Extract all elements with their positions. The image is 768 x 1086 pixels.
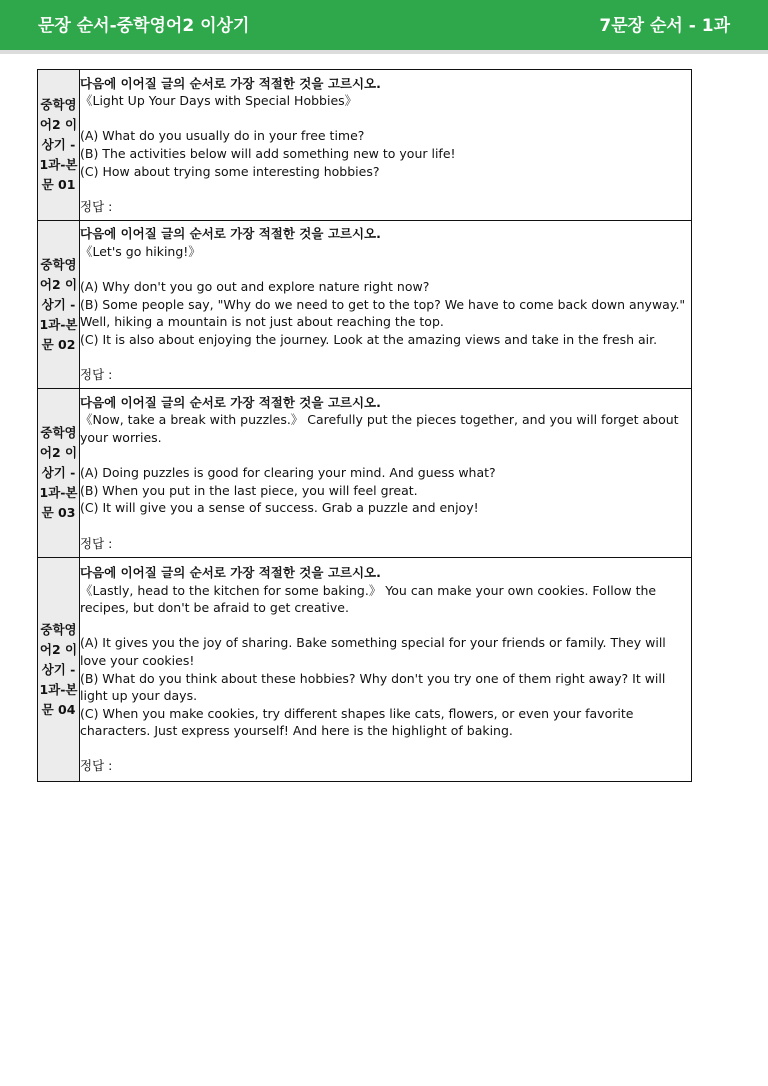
option-a-03: (A) Doing puzzles is good for clearing your mind. And guess what? <box>80 465 496 481</box>
question-content-01 <box>80 70 692 221</box>
question-prompt-04: 다음에 이어질 글의 순서로 가장 적절한 것을 고르시오. <box>80 564 381 580</box>
header-subtitle: 7문장 순서 - 1과 <box>599 16 730 36</box>
option-b-02: (B) Some people say, "Why do we need to get to the top? We have to come back down anyway." Well, hiking a mountain is not just about reaching the top. <box>80 296 686 330</box>
question-row-02 <box>38 221 692 389</box>
question-table <box>37 69 692 782</box>
option-b-01: (B) The activities below will add something new to your life! <box>80 146 456 161</box>
answer-field-03[interactable]: 정답 : <box>80 535 113 551</box>
question-content-03 <box>80 389 692 558</box>
question-label-03: 중학영어2 이상기 - 1과-본문 03 <box>38 389 80 558</box>
question-label-04: 중학영어2 이상기 - 1과-본문 04 <box>38 558 80 782</box>
option-c-04: (C) When you make cookies, try different shapes like cats, flowers, or even your favorite characters. Just express yourself! And here is the highlight of baking. <box>80 705 634 739</box>
answer-field-01[interactable]: 정답 : <box>80 198 113 214</box>
question-label-01: 중학영어2 이상기 - 1과-본문 01 <box>38 70 80 221</box>
question-row-03 <box>38 389 692 558</box>
option-a-01: (A) What do you usually do in your free time? <box>80 128 365 144</box>
option-a-04: (A) It gives you the joy of sharing. Bake something special for your friends or family. They will love your cookies! <box>80 635 666 668</box>
question-lead-02: 《Let's go hiking!》 <box>80 243 201 259</box>
option-c-01: (C) How about trying some interesting hobbies? <box>80 163 380 179</box>
question-lead-01: 《Light Up Your Days with Special Hobbies》 <box>80 93 358 109</box>
option-c-03: (C) It will give you a sense of success. Grab a puzzle and enjoy! <box>80 500 479 516</box>
option-c-02: (C) It is also about enjoying the journey. Look at the amazing views and take in the fresh air. <box>80 331 658 347</box>
option-a-02: (A) Why don't you go out and explore nature right now? <box>80 279 430 295</box>
question-content-04 <box>80 558 692 782</box>
answer-field-04[interactable]: 정답 : <box>80 758 113 774</box>
question-content-02 <box>80 221 692 389</box>
question-row-01 <box>38 70 692 221</box>
option-b-04: (B) What do you think about these hobbies? Why don't you try one of them right away? It will light up your days. <box>80 670 666 704</box>
question-lead-04: 《Lastly, head to the kitchen for some baking.》 You can make your own cookies. Follow the recipes, but don't be afraid to get creative. <box>80 582 657 616</box>
question-lead-03: 《Now, take a break with puzzles.》 Carefully put the pieces together, and you will forget about your worries. <box>80 412 679 446</box>
header-title: 문장 순서-중학영어2 이상기 <box>38 16 250 36</box>
question-prompt-02: 다음에 이어질 글의 순서로 가장 적절한 것을 고르시오. <box>80 226 381 242</box>
page-header <box>0 0 768 54</box>
question-prompt-01: 다음에 이어질 글의 순서로 가장 적절한 것을 고르시오. <box>80 75 381 91</box>
question-label-02: 중학영어2 이상기 - 1과-본문 02 <box>38 221 80 389</box>
question-row-04 <box>38 558 692 782</box>
answer-field-02[interactable]: 정답 : <box>80 367 113 383</box>
option-b-03: (B) When you put in the last piece, you will feel great. <box>80 482 418 498</box>
question-prompt-03: 다음에 이어질 글의 순서로 가장 적절한 것을 고르시오. <box>80 394 381 410</box>
